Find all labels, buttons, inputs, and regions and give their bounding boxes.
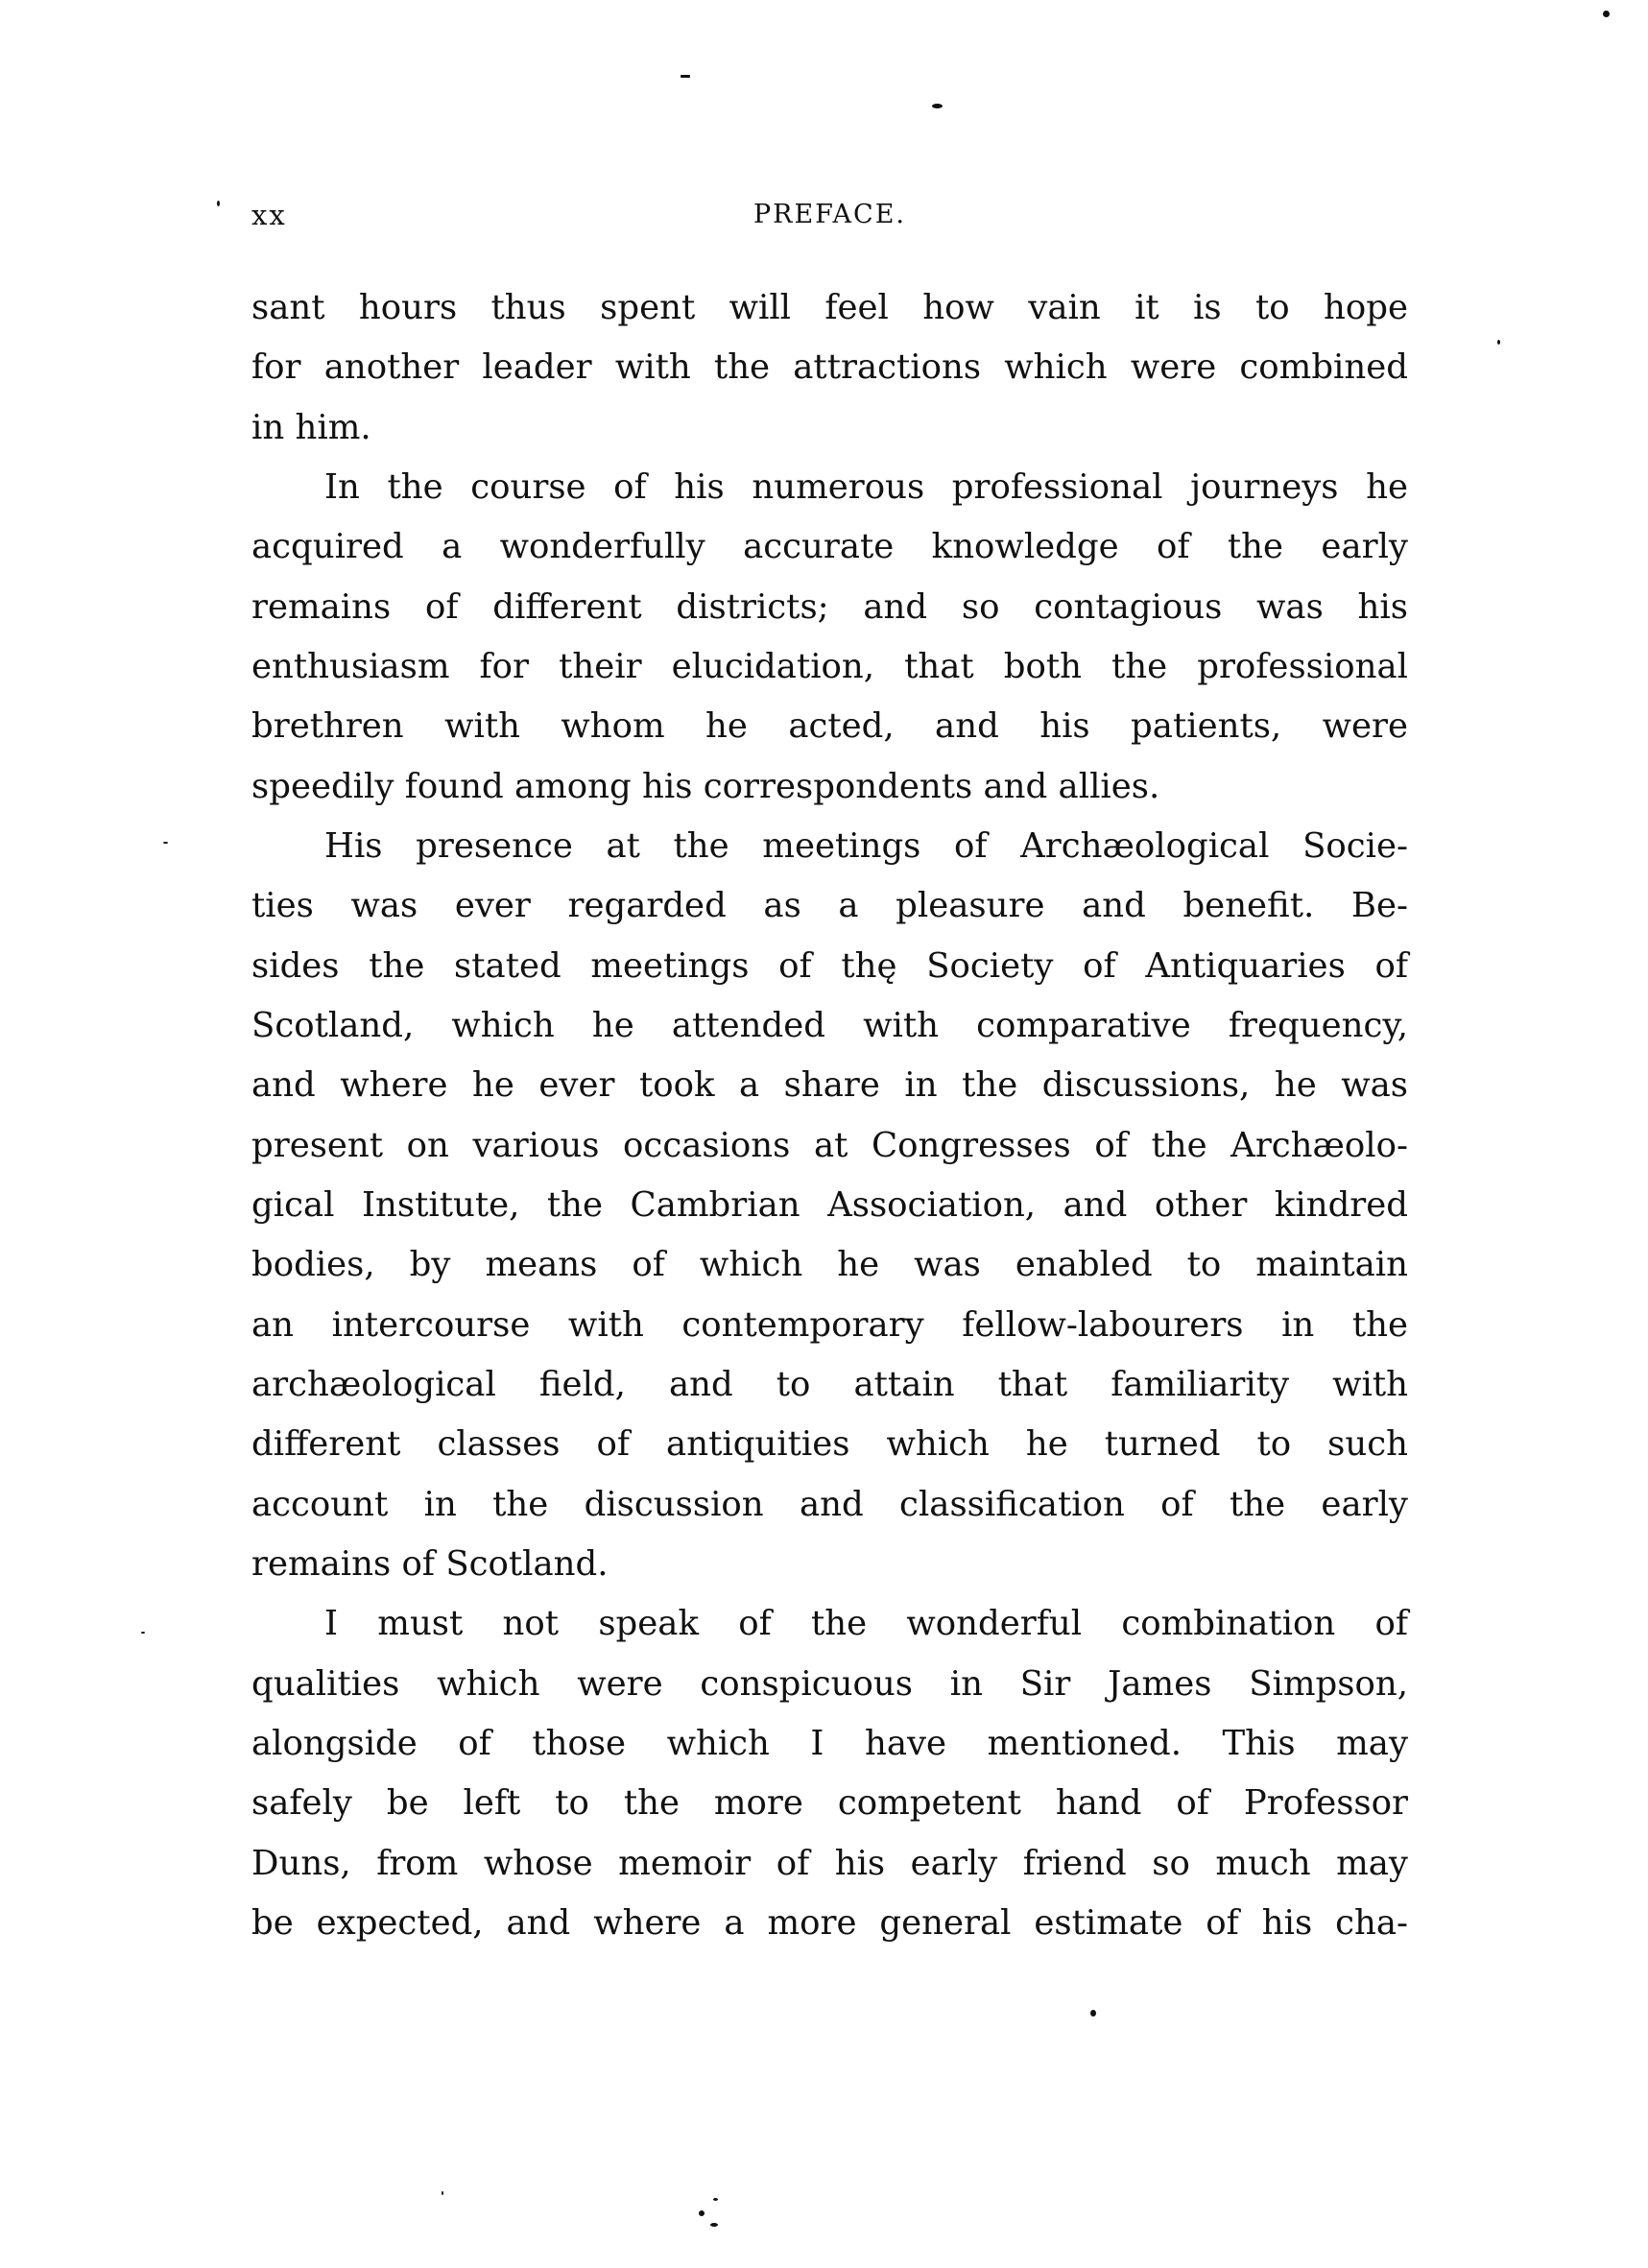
text-line: gical Institute, the Cambrian Association, and other kindred (251, 1184, 1408, 1225)
text-line: His presence at the meetings of Archæological Socie- (324, 825, 1408, 866)
text-line: I must not speak of the wonderful combination of (324, 1604, 1408, 1644)
scan-speck (713, 2198, 718, 2201)
scan-speck (217, 201, 220, 206)
text-line: speedily found among his correspondents and allies. (251, 766, 1160, 806)
text-line: Scotland, which he attended with comparative frequency, (251, 1005, 1408, 1045)
text-line: and where he ever took a share in the discussions, he was (251, 1065, 1408, 1106)
text-line: In the course of his numerous professional journeys he (324, 466, 1408, 507)
text-line: be expected, and where a more general estimate of his cha- (251, 1902, 1408, 1943)
text-line: enthusiasm for their elucidation, that both the professional (251, 646, 1408, 686)
running-title: PREFACE. (752, 200, 907, 229)
text-line: bodies, by means of which he was enabled to maintain (251, 1245, 1408, 1285)
scan-speck (141, 1632, 145, 1634)
scan-speck (1090, 2010, 1096, 2017)
text-line: for another leader with the attractions which were combined (251, 347, 1408, 388)
text-line: ties was ever regarded as a pleasure and benefit. Be- (251, 886, 1408, 926)
running-head (251, 196, 1408, 234)
scan-speck (681, 75, 690, 78)
scan-speck (163, 842, 168, 844)
page-number: xx (251, 199, 287, 231)
text-line: in him. (251, 407, 371, 447)
text-line: account in the discussion and classification of the early (251, 1484, 1408, 1524)
text-line: remains of Scotland. (251, 1543, 609, 1584)
scan-speck (1603, 11, 1610, 17)
text-line: Duns, from whose memoir of his early friend so much may (251, 1843, 1408, 1883)
text-line: sides the stated meetings of thę Society of Antiquaries of (251, 945, 1408, 986)
text-line: present on various occasions at Congresses of the Archæolo- (251, 1125, 1408, 1165)
text-line: remains of different districts; and so contagious was his (251, 586, 1408, 627)
text-line: sant hours thus spent will feel how vain it is to hope (251, 288, 1408, 327)
body-text (251, 278, 1408, 1953)
scan-speck (442, 2191, 443, 2195)
scan-speck (1497, 340, 1500, 345)
scan-speck (710, 2223, 718, 2227)
text-line: alongside of those which I have mentioned. This may (251, 1723, 1408, 1763)
text-line: qualities which were conspicuous in Sir James Simpson, (251, 1663, 1408, 1704)
scan-speck (699, 2210, 705, 2216)
text-line: safely be left to the more competent hand of Professor (251, 1783, 1408, 1824)
text-line: an intercourse with contemporary fellow-labourers in the (251, 1304, 1408, 1345)
text-line: brethren with whom he acted, and his patients, were (251, 706, 1408, 747)
text-line: different classes of antiquities which he turned to such (251, 1424, 1408, 1465)
text-line: archæological field, and to attain that familiarity with (251, 1364, 1408, 1404)
scan-speck (932, 104, 943, 108)
text-line: acquired a wonderfully accurate knowledge of the early (251, 527, 1408, 567)
